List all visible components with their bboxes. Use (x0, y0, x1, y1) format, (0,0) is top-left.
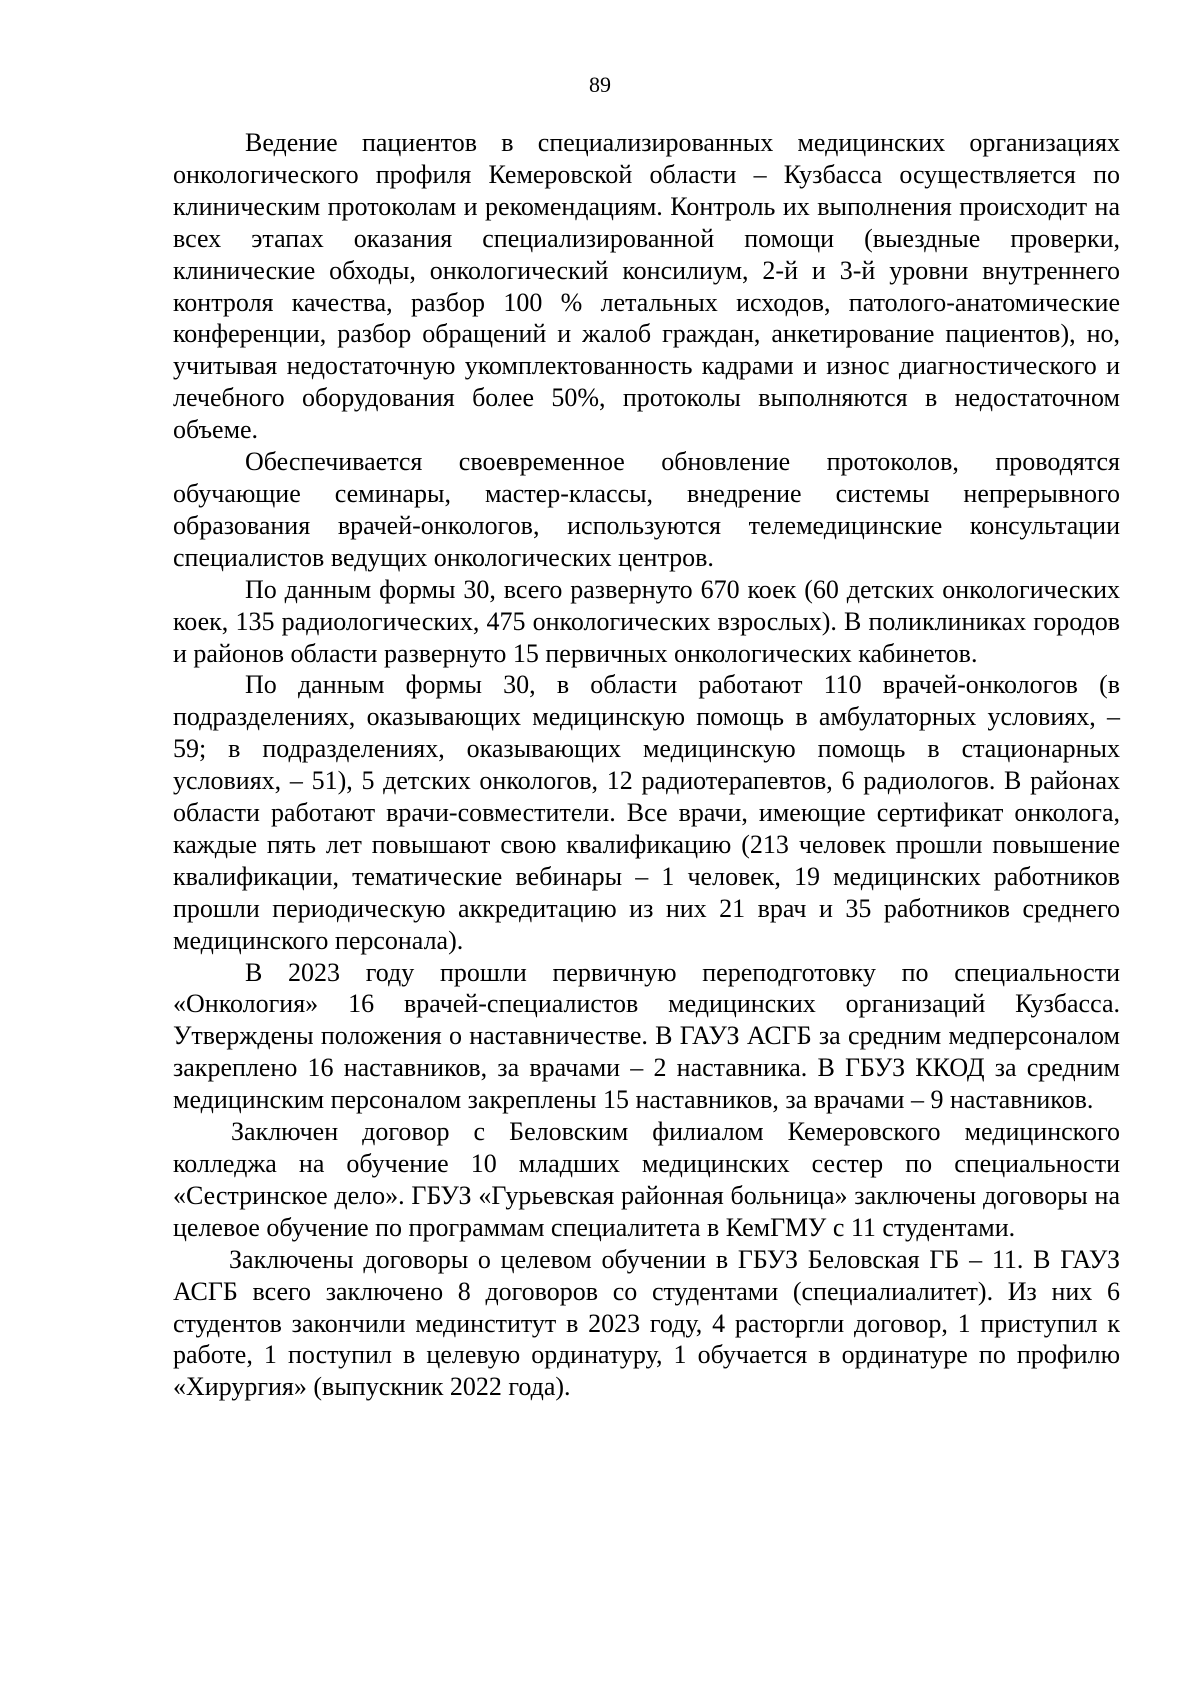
paragraph-oncologist-staff: По данным формы 30, в области работают 110 врачей-онкологов (в подразделениях, оказывающих медицинскую помощь в амбулаторных условиях, – 59; в подразделениях, оказывающих медицинскую помощь в стационарных условиях, – 51), 5 детских онкологов, 12 радиотерапевтов, 6 радиологов. В районах области работают врачи-совместители. Все врачи, имеющие сертификат онколога, каждые пять лет повышают свою квалификацию (213 человек прошли повышение квалификации, тематические вебинары – 1 человек, 19 медицинских работников прошли периодическую аккредитацию из них 21 врач и 35 работников среднего медицинского персонала). (173, 670, 1120, 955)
paragraph-retraining-mentoring: В 2023 году прошли первичную переподготовку по специальности «Онкология» 16 врачей-специалистов медицинских организаций Кузбасса. Утверждены положения о наставничестве. В ГАУЗ АСГБ за средним медперсоналом закреплено 16 наставников, за врачами – 2 наставника. В ГБУЗ ККОД за средним медицинским персоналом закреплены 15 наставников, за врачами – 9 наставников. (173, 957, 1120, 1115)
paragraph-treatment-protocols: Ведение пациентов в специализированных медицинских организациях онкологического профиля Кемеровской области – Кузбасса осуществляется по клиническим протоколам и рекомендациям. Контроль их выполнения происходит на всех этапах оказания специализированной помощи (выездные проверки, клинические обходы, онкологический консилиум, 2-й и 3-й уровни внутреннего контроля качества, разбор 100 % летальных исходов, патолого-анатомические конференции, разбор обращений и жалоб граждан, анкетирование пациентов), но, учитывая недостаточную укомплектованность кадрами и износ диагностического и лечебного оборудования более 50%, протоколы выполняются в недостаточном объеме. (173, 128, 1120, 445)
body-text (173, 127, 1120, 1403)
paragraph-college-agreement: Заключен договор с Беловским филиалом Кемеровского медицинского колледжа на обучение 10 младших медицинских сестер по специальности «Сестринское дело». ГБУЗ «Гурьевская районная больница» заключены договоры на целевое обучение по программам специалитета в КемГМУ с 11 студентами. (173, 1117, 1120, 1242)
page-number: 89 (589, 72, 611, 97)
paragraph-protocol-updates: Обеспечивается своевременное обновление протоколов, проводятся обучающие семинары, мастер-классы, внедрение системы непрерывного образования врачей-онкологов, используются телемедицинские консультации специалистов ведущих онкологических центров. (173, 447, 1120, 572)
paragraph-bed-capacity: По данным формы 30, всего развернуто 670 коек (60 детских онкологических коек, 135 радиологических, 475 онкологических взрослых). В поликлиниках городов и районов области развернуто 15 первичных онкологических кабинетов. (173, 574, 1120, 668)
paragraph-targeted-training: Заключены договоры о целевом обучении в ГБУЗ Беловская ГБ – 11. В ГАУЗ АСГБ всего заключено 8 договоров со студентами (специалиалитет). Из них 6 студентов закончили мединститут в 2023 году, 4 расторгли договор, 1 приступил к работе, 1 поступил в целевую ординатуру, 1 обучается в ординатуре по профилю «Хирургия» (выпускник 2022 года). (173, 1244, 1120, 1402)
